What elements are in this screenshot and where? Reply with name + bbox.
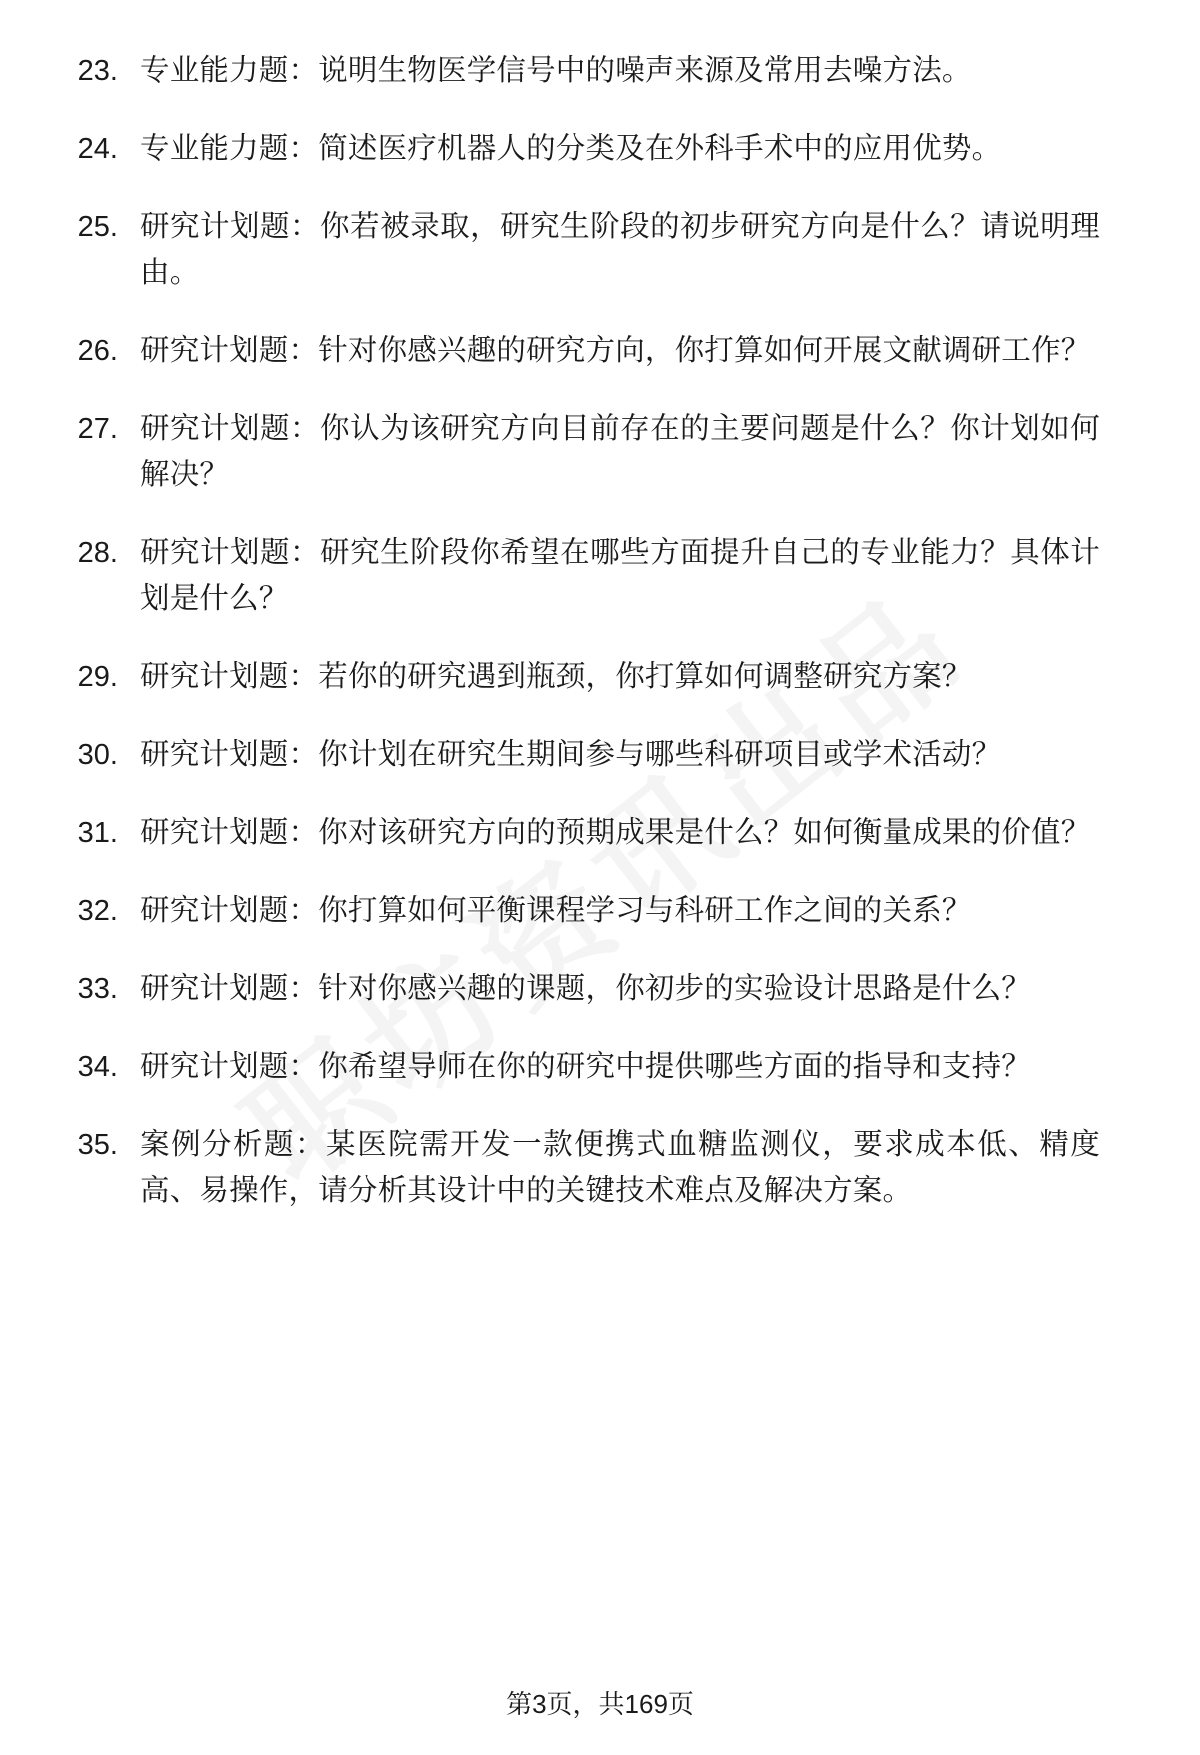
list-item bbox=[58, 204, 1100, 296]
page-footer: 第3页，共169页 bbox=[506, 1689, 694, 1719]
question-number: 31. bbox=[77, 817, 118, 849]
list-item bbox=[58, 654, 1100, 700]
question-text: 研究计划题：你打算如何平衡课程学习与科研工作之间的关系？ bbox=[140, 894, 972, 927]
question-text: 研究计划题：针对你感兴趣的研究方向，你打算如何开展文献调研工作？ bbox=[140, 334, 1091, 367]
question-number: 29. bbox=[77, 661, 118, 693]
list-item bbox=[58, 126, 1100, 172]
list-item bbox=[58, 1122, 1100, 1214]
question-text: 研究计划题：你若被录取，研究生阶段的初步研究方向是什么？请说明理由。 bbox=[140, 210, 1100, 289]
list-item bbox=[58, 48, 1100, 94]
list-item bbox=[58, 810, 1100, 856]
list-item bbox=[58, 1044, 1100, 1090]
question-number: 23. bbox=[77, 55, 118, 87]
question-number: 26. bbox=[77, 335, 118, 367]
question-text: 专业能力题：简述医疗机器人的分类及在外科手术中的应用优势。 bbox=[140, 132, 1002, 165]
question-number: 35. bbox=[77, 1129, 118, 1161]
question-number: 28. bbox=[77, 537, 118, 569]
question-number: 32. bbox=[77, 895, 118, 927]
list-item bbox=[58, 530, 1100, 622]
question-number: 34. bbox=[77, 1051, 118, 1083]
question-list bbox=[58, 48, 1100, 1214]
question-number: 27. bbox=[77, 413, 118, 445]
question-text: 案例分析题：某医院需开发一款便携式血糖监测仪，要求成本低、精度高、易操作，请分析其设计中的关键技术难点及解决方案。 bbox=[140, 1128, 1100, 1207]
question-text: 研究计划题：若你的研究遇到瓶颈，你打算如何调整研究方案？ bbox=[140, 660, 972, 693]
question-text: 专业能力题：说明生物医学信号中的噪声来源及常用去噪方法。 bbox=[140, 54, 972, 87]
question-text: 研究计划题：针对你感兴趣的课题，你初步的实验设计思路是什么？ bbox=[140, 972, 1032, 1005]
list-item bbox=[58, 888, 1100, 934]
list-item bbox=[58, 328, 1100, 374]
list-item bbox=[58, 406, 1100, 498]
question-text: 研究计划题：你希望导师在你的研究中提供哪些方面的指导和支持？ bbox=[140, 1050, 1032, 1083]
list-item bbox=[58, 966, 1100, 1012]
question-number: 33. bbox=[77, 973, 118, 1005]
question-text: 研究计划题：你对该研究方向的预期成果是什么？如何衡量成果的价值？ bbox=[140, 816, 1091, 849]
question-number: 25. bbox=[77, 211, 118, 243]
question-text: 研究计划题：你计划在研究生期间参与哪些科研项目或学术活动？ bbox=[140, 738, 1002, 771]
question-number: 24. bbox=[77, 133, 118, 165]
list-item bbox=[58, 732, 1100, 778]
question-number: 30. bbox=[77, 739, 118, 771]
question-text: 研究计划题：研究生阶段你希望在哪些方面提升自己的专业能力？具体计划是什么？ bbox=[140, 536, 1100, 615]
question-text: 研究计划题：你认为该研究方向目前存在的主要问题是什么？你计划如何解决？ bbox=[140, 412, 1100, 491]
